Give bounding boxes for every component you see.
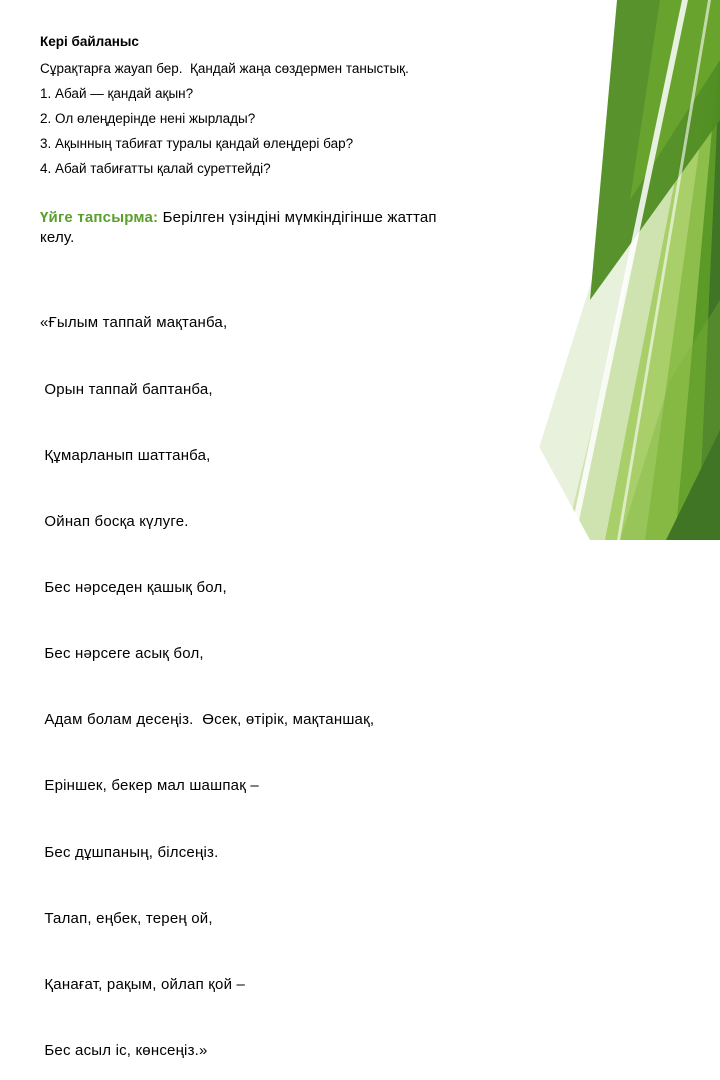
poem-line-5: Бес нәрсеге асық бол,	[40, 645, 204, 663]
homework-label: Үйге тапсырма:	[40, 208, 159, 226]
poem-line-1: Орын таппай баптанба,	[40, 380, 213, 398]
question-line-1: 1. Абай — қандай ақын?	[40, 85, 194, 101]
poem-line-2: Құмарланып шаттанба,	[40, 446, 211, 464]
questions-heading: Кері байланыс	[40, 34, 139, 49]
poem-line-7: Еріншек, бекер мал шашпақ –	[40, 777, 259, 795]
homework-text: Берілген үзіндіні мүмкіндігінше жаттап келу.	[40, 208, 437, 247]
poem-line-0: «Ғылым таппай мақтанба,	[40, 314, 228, 332]
poem-line-10: Қанағат, рақым, ойлап қой –	[40, 975, 246, 993]
poem-line-4: Бес нәрседен қашық бол,	[40, 578, 227, 596]
poem-block	[40, 268, 470, 1080]
questions-block	[40, 30, 470, 182]
question-line-4: 4. Абай табиғатты қалай суреттейді?	[40, 160, 271, 176]
poem-line-6: Адам болам десеңіз. Өсек, өтірік, мақтаншақ,	[40, 711, 375, 729]
question-line-0: Сұрақтарға жауап бер. Қандай жаңа сөздермен таныстық.	[40, 60, 409, 76]
poem-line-3: Ойнап босқа күлуге.	[40, 512, 189, 530]
poem-line-11: Бес асыл іс, көнсеңіз.»	[40, 1041, 208, 1059]
poem-line-9: Талап, еңбек, терең ой,	[40, 909, 213, 927]
question-line-3: 3. Ақынның табиғат туралы қандай өлеңдері бар?	[40, 135, 354, 151]
homework-block	[40, 208, 470, 249]
question-line-2: 2. Ол өлеңдерінде нені жырлады?	[40, 110, 256, 126]
poem-line-8: Бес дұшпаның, білсеңіз.	[40, 843, 219, 861]
